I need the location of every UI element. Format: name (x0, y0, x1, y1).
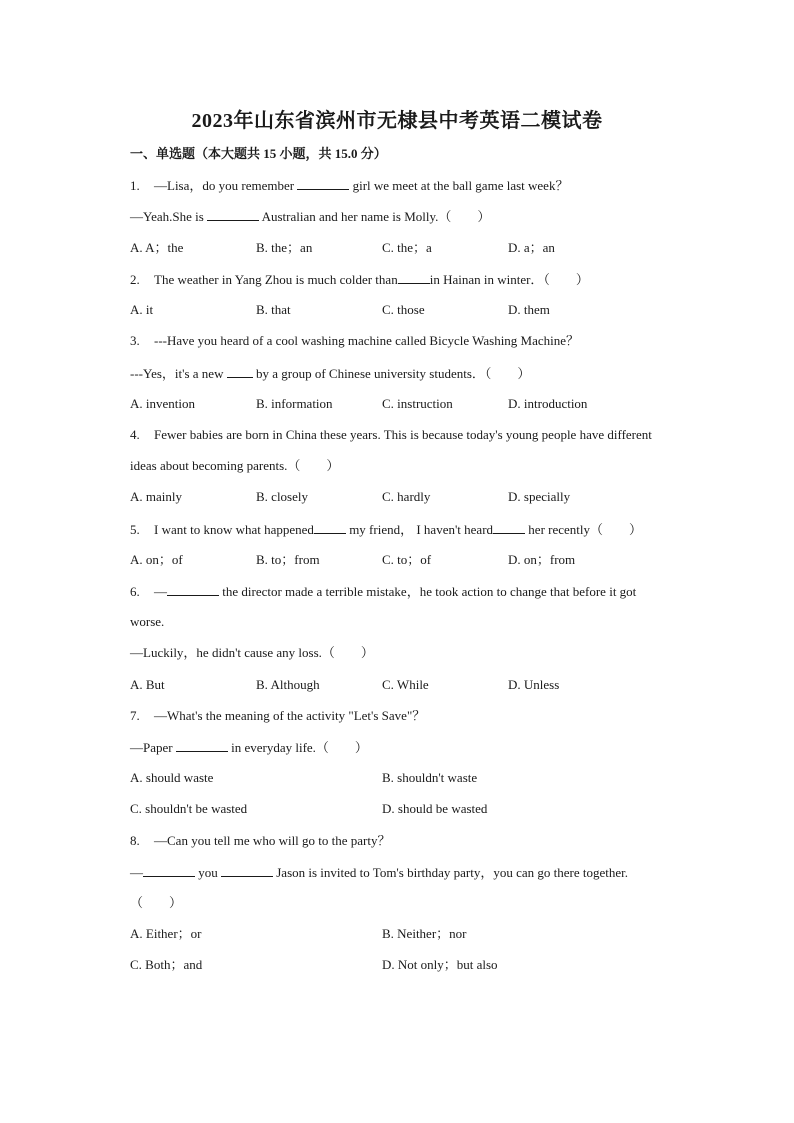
q4-line2: ideas about becoming parents.（ ） (130, 458, 340, 473)
q6-blank (167, 583, 219, 596)
q7-text-c: in everyday life.（ ） (231, 740, 368, 755)
q1-blank-2 (207, 208, 259, 221)
q8-option-c[interactable]: C. Both；and (130, 957, 203, 972)
q8-text-d: Jason is invited to Tom's birthday party，you can go there together. (276, 865, 629, 880)
q2-option-d[interactable]: D. them (508, 302, 550, 317)
q8-line1 (130, 833, 391, 849)
q6-line3: —Luckily，he didn't cause any loss.（ ） (130, 645, 374, 660)
q8-text-c: you (198, 865, 218, 880)
q5-line1 (130, 521, 642, 538)
q6-number: 6. (130, 584, 140, 599)
q8-blank-2 (221, 864, 273, 877)
q5-blank-1 (314, 521, 346, 534)
q6-option-d[interactable]: D. Unless (508, 677, 560, 692)
q7-line2 (130, 739, 368, 756)
q7-option-c[interactable]: C. shouldn't be wasted (130, 801, 248, 816)
q3-blank (227, 365, 253, 378)
q6-option-a[interactable]: A. But (130, 677, 165, 692)
q2-blank (398, 271, 430, 284)
q8-option-d[interactable]: D. Not only；but also (382, 957, 498, 972)
q5-option-d[interactable]: D. on；from (508, 552, 576, 567)
q6-line1 (130, 583, 636, 600)
q8-line2 (130, 864, 628, 881)
q8-number: 8. (130, 833, 140, 848)
q7-blank (176, 739, 228, 752)
q5-option-a[interactable]: A. on；of (130, 552, 183, 567)
q2-number: 2. (130, 272, 140, 287)
q4-option-b[interactable]: B. closely (256, 489, 308, 504)
q5-text-b: my friend， I haven't heard (349, 522, 494, 537)
section-heading: 一、单选题（本大题共 15 小题，共 15.0 分） (130, 146, 387, 161)
q7-text-b: —Paper (130, 740, 173, 755)
q3-option-b[interactable]: B. information (256, 396, 333, 411)
q4-number: 4. (130, 427, 140, 442)
q6-text-a: — (154, 584, 167, 599)
q5-option-b[interactable]: B. to；from (256, 552, 320, 567)
q7-line1 (130, 708, 425, 724)
q5-text-c: her recently（ ） (528, 522, 643, 537)
q5-option-c[interactable]: C. to；of (382, 552, 432, 567)
q8-blank-1 (143, 864, 195, 877)
q1-text-b: girl we meet at the ball game last week？ (352, 178, 569, 193)
q6-option-c[interactable]: C. While (382, 677, 429, 692)
q4-line1 (130, 427, 652, 443)
q1-line2 (130, 208, 490, 225)
q8-line3: （ ） (130, 895, 183, 910)
q1-line1 (130, 177, 568, 194)
q2-line1 (130, 271, 589, 288)
q3-text-c: by a group of Chinese university students．（ ） (255, 366, 531, 381)
q4-option-d[interactable]: D. specially (508, 489, 571, 504)
q3-option-a[interactable]: A. invention (130, 396, 195, 411)
q8-text-a: —Can you tell me who will go to the party？ (154, 833, 391, 848)
q3-option-c[interactable]: C. instruction (382, 396, 453, 411)
q7-option-b[interactable]: B. shouldn't waste (382, 770, 478, 785)
q6-option-b[interactable]: B. Although (256, 677, 320, 692)
q4-option-c[interactable]: C. hardly (382, 489, 431, 504)
q5-blank-2 (493, 521, 525, 534)
q3-text-b: ---Yes，it's a new (130, 366, 224, 381)
q4-option-a[interactable]: A. mainly (130, 489, 182, 504)
q7-text-a: —What's the meaning of the activity "Let's Save"？ (154, 708, 426, 723)
q3-option-d[interactable]: D. introduction (508, 396, 588, 411)
q1-blank-1 (297, 177, 349, 190)
q2-option-a[interactable]: A. it (130, 302, 154, 317)
q2-option-c[interactable]: C. those (382, 302, 425, 317)
page-title: 2023年山东省滨州市无棣县中考英语二模试卷 (191, 110, 603, 132)
q1-option-a[interactable]: A. A；the (130, 240, 184, 255)
q8-option-b[interactable]: B. Neither；nor (382, 926, 467, 941)
q1-option-c[interactable]: C. the；a (382, 240, 432, 255)
q5-text-a: I want to know what happened (154, 522, 314, 537)
q3-line2 (130, 365, 530, 382)
q1-text-d: Australian and her name is Molly.（ ） (261, 209, 491, 224)
q2-option-b[interactable]: B. that (256, 302, 291, 317)
q7-number: 7. (130, 708, 140, 723)
q7-option-d[interactable]: D. should be wasted (382, 801, 488, 816)
q3-line1 (130, 333, 579, 349)
q1-option-b[interactable]: B. the；an (256, 240, 313, 255)
q8-option-a[interactable]: A. Either；or (130, 926, 202, 941)
q4-text-a: Fewer babies are born in China these years. This is because today's young people have different (154, 427, 652, 442)
q1-text-a: —Lisa，do you remember (154, 178, 295, 193)
q1-number: 1. (130, 178, 140, 193)
q7-option-a[interactable]: A. should waste (130, 770, 214, 785)
q1-text-c: —Yeah.She is (130, 209, 204, 224)
q1-option-d[interactable]: D. a；an (508, 240, 555, 255)
q5-number: 5. (130, 522, 140, 537)
q3-number: 3. (130, 333, 140, 348)
q6-text-b: the director made a terrible mistake，he took action to change that before it got (222, 584, 637, 599)
q2-text-b: in Hainan in winter．（ ） (429, 272, 589, 287)
q3-text-a: ---Have you heard of a cool washing machine called Bicycle Washing Machine？ (154, 333, 580, 348)
q8-text-b: — (130, 865, 143, 880)
q6-line2: worse. (130, 614, 165, 629)
q2-text-a: The weather in Yang Zhou is much colder than (154, 272, 398, 287)
